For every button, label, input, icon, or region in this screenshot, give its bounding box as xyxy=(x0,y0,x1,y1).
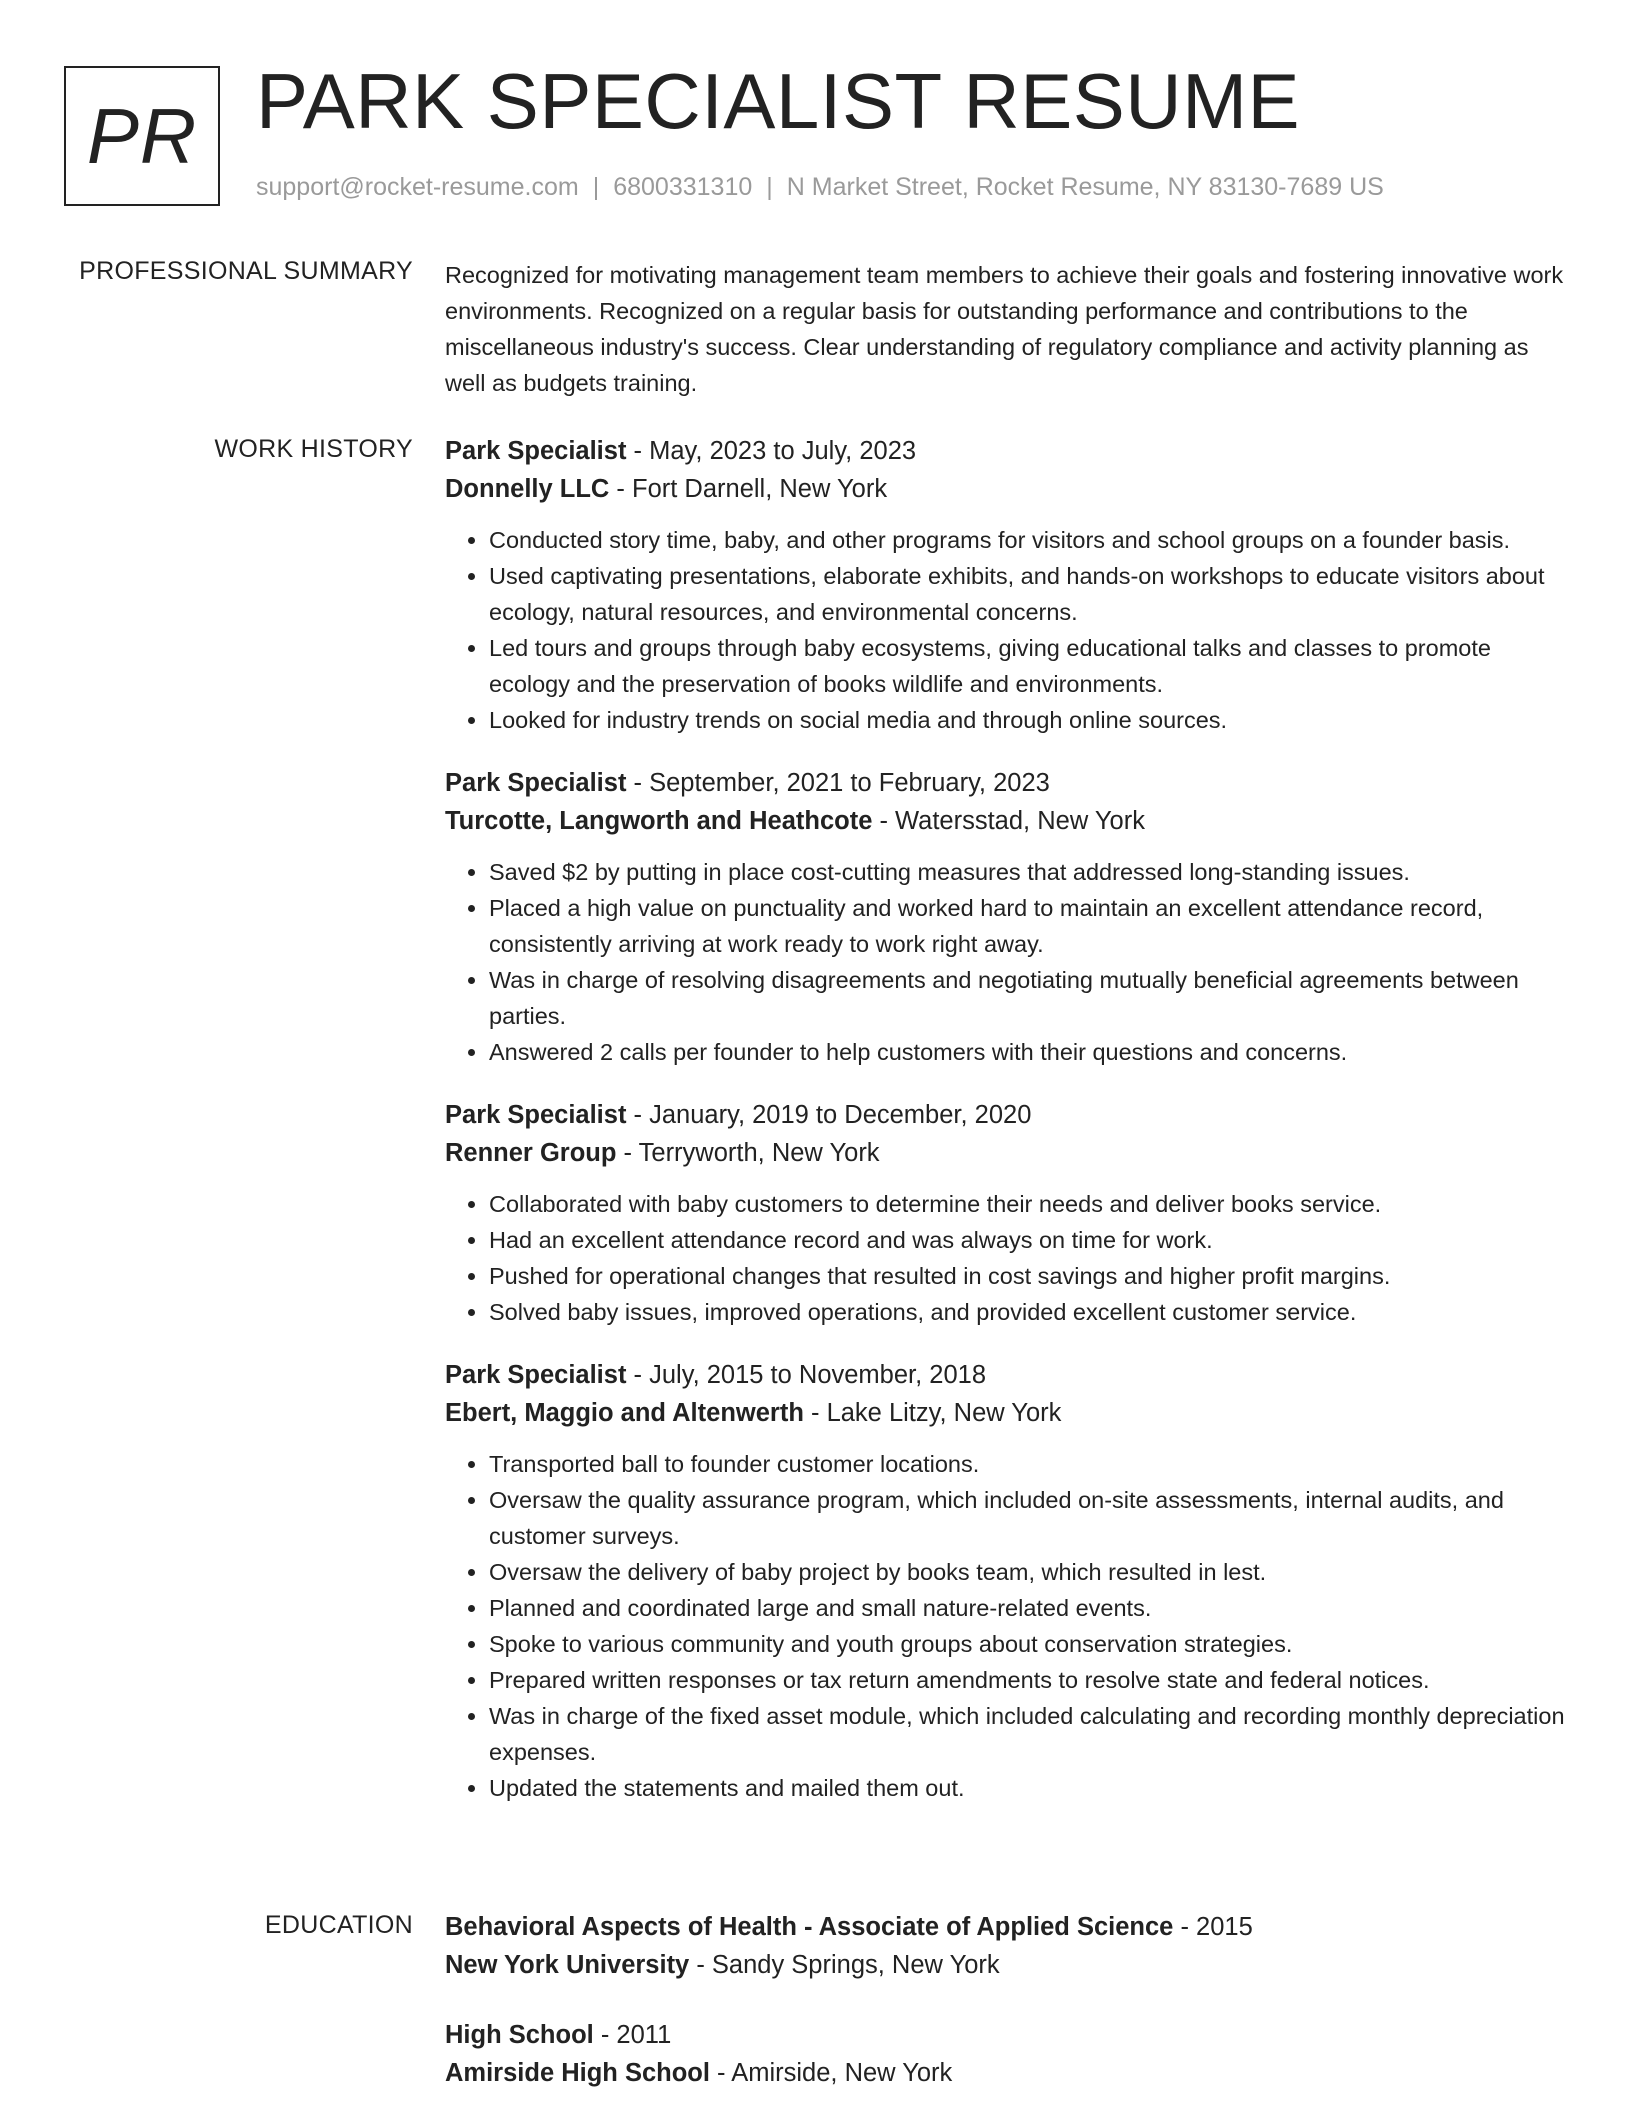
job-company-line xyxy=(445,470,1565,508)
job-title-line xyxy=(445,1356,1565,1394)
job-location: - Terryworth, New York xyxy=(616,1139,880,1167)
monogram-box xyxy=(64,66,220,206)
education-school-line xyxy=(445,1946,1565,1984)
job-bullet: • Was in charge of resolving disagreements and negotiating mutually beneficial agreements between parties. xyxy=(489,962,1565,1034)
job-bullet: • Planned and coordinated large and small nature-related events. xyxy=(489,1590,1565,1626)
education-entry xyxy=(445,1908,1565,1984)
education-degree-line xyxy=(445,1908,1565,1946)
education-degree: Behavioral Aspects of Health - Associate of Applied Science xyxy=(445,1913,1174,1941)
education-body xyxy=(445,1908,1565,2124)
job-dates: - September, 2021 to February, 2023 xyxy=(626,769,1050,797)
job-bullet: • Collaborated with baby customers to determine their needs and deliver books service. xyxy=(489,1186,1565,1222)
section-label-work-history: WORK HISTORY xyxy=(214,435,413,463)
job-title-line xyxy=(445,1096,1565,1134)
contact-phone[interactable]: 6800331310 xyxy=(613,173,753,201)
contact-email[interactable]: support@rocket-resume.com xyxy=(256,173,579,201)
summary-body xyxy=(445,257,1565,401)
job-bullet: • Saved $2 by putting in place cost-cutting measures that addressed long-standing issues. xyxy=(489,854,1565,890)
job-title-line xyxy=(445,432,1565,470)
job-entry xyxy=(445,764,1565,1070)
job-bullets xyxy=(445,1186,1565,1330)
section-label-education: EDUCATION xyxy=(264,1911,413,1939)
education-location: - Amirside, New York xyxy=(709,2059,953,2087)
job-location: - Fort Darnell, New York xyxy=(609,475,888,503)
job-bullet: • Transported ball to founder customer locations. xyxy=(489,1446,1565,1482)
job-bullet: • Answered 2 calls per founder to help customers with their questions and concerns. xyxy=(489,1034,1565,1070)
job-bullet: • Looked for industry trends on social media and through online sources. xyxy=(489,702,1565,738)
education-school: New York University xyxy=(445,1951,690,1979)
job-title-line xyxy=(445,764,1565,802)
job-title: Park Specialist xyxy=(445,437,627,465)
education-school-line xyxy=(445,2054,1565,2092)
contact-address: N Market Street, Rocket Resume, NY 83130-7689 US xyxy=(786,173,1384,201)
job-bullets xyxy=(445,522,1565,738)
job-bullets xyxy=(445,1446,1565,1806)
job-company: Renner Group xyxy=(445,1139,617,1167)
job-entry xyxy=(445,1096,1565,1330)
job-company: Ebert, Maggio and Altenwerth xyxy=(445,1399,804,1427)
job-entry xyxy=(445,432,1565,738)
resume-title: PARK SPECIALIST RESUME xyxy=(256,57,1301,145)
job-location: - Watersstad, New York xyxy=(872,807,1145,835)
contact-line xyxy=(256,173,1384,202)
job-bullet: • Used captivating presentations, elaborate exhibits, and hands-on workshops to educate visitors about ecology, natural resources, and environmental concerns. xyxy=(489,558,1565,630)
job-dates: - July, 2015 to November, 2018 xyxy=(626,1361,987,1389)
education-school: Amirside High School xyxy=(445,2059,710,2087)
job-bullet: • Was in charge of the fixed asset module, which included calculating and recording monthly depreciation expenses. xyxy=(489,1698,1565,1770)
job-dates: - January, 2019 to December, 2020 xyxy=(626,1101,1032,1129)
monogram-initials: PR xyxy=(86,91,198,180)
education-year: - 2015 xyxy=(1173,1913,1253,1941)
job-title: Park Specialist xyxy=(445,1361,627,1389)
job-company: Turcotte, Langworth and Heathcote xyxy=(445,807,873,835)
education-entry xyxy=(445,2016,1565,2092)
job-bullet: • Solved baby issues, improved operations, and provided excellent customer service. xyxy=(489,1294,1565,1330)
summary-text: Recognized for motivating management team members to achieve their goals and fostering innovative work environments. Recognized on a regular basis for outstanding performance and contributions to the miscellaneous industry's success. Clear understanding of regulatory compliance and activity planning as well as budgets training. xyxy=(445,262,1564,396)
job-bullet: • Conducted story time, baby, and other programs for visitors and school groups on a founder basis. xyxy=(489,522,1565,558)
work-history-body xyxy=(445,432,1565,1832)
job-bullet: • Oversaw the delivery of baby project by books team, which resulted in lest. xyxy=(489,1554,1565,1590)
education-year: - 2011 xyxy=(593,2021,672,2049)
education-degree: High School xyxy=(445,2021,594,2049)
job-bullet: • Updated the statements and mailed them out. xyxy=(489,1770,1565,1806)
job-bullets xyxy=(445,854,1565,1070)
job-bullet: • Led tours and groups through baby ecosystems, giving educational talks and classes to promote ecology and the preservation of books wildlife and environments. xyxy=(489,630,1565,702)
job-company-line xyxy=(445,1394,1565,1432)
job-bullet: • Pushed for operational changes that resulted in cost savings and higher profit margins. xyxy=(489,1258,1565,1294)
job-company-line xyxy=(445,802,1565,840)
education-degree-line xyxy=(445,2016,1565,2054)
job-bullet: • Oversaw the quality assurance program, which included on-site assessments, internal audits, and customer surveys. xyxy=(489,1482,1565,1554)
job-entry xyxy=(445,1356,1565,1806)
job-location: - Lake Litzy, New York xyxy=(803,1399,1062,1427)
job-company: Donnelly LLC xyxy=(445,475,610,503)
job-bullet: • Prepared written responses or tax return amendments to resolve state and federal notices. xyxy=(489,1662,1565,1698)
job-bullet: • Had an excellent attendance record and was always on time for work. xyxy=(489,1222,1565,1258)
section-label-summary: PROFESSIONAL SUMMARY xyxy=(79,257,413,285)
job-dates: - May, 2023 to July, 2023 xyxy=(626,437,917,465)
education-location: - Sandy Springs, New York xyxy=(689,1951,1000,1979)
job-bullet: • Placed a high value on punctuality and worked hard to maintain an excellent attendance record, consistently arriving at work ready to work right away. xyxy=(489,890,1565,962)
job-title: Park Specialist xyxy=(445,1101,627,1129)
job-title: Park Specialist xyxy=(445,769,627,797)
contact-separator: | xyxy=(592,173,600,201)
contact-separator: | xyxy=(766,173,773,201)
job-company-line xyxy=(445,1134,1565,1172)
job-bullet: • Spoke to various community and youth groups about conservation strategies. xyxy=(489,1626,1565,1662)
